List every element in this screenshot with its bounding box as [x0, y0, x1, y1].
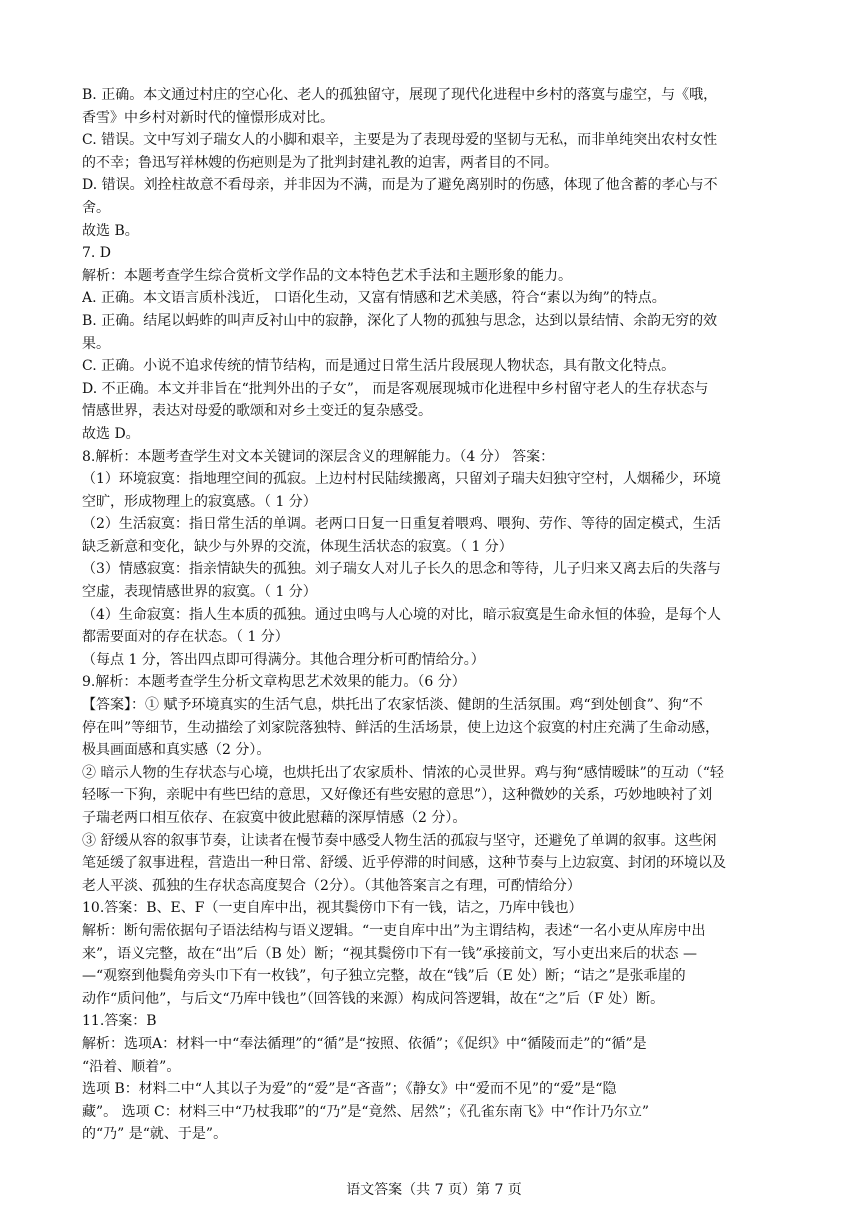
text-line: 空虚，表现情感世界的寂寞。（ 1 分）: [82, 584, 317, 601]
text-line: 情感世界，表达对母爱的歌颂和对乡土变迁的复杂感受。: [82, 403, 432, 420]
text-line: 果。: [82, 335, 110, 352]
page-footer: 语文答案（共 7 页）第 7 页: [346, 1182, 522, 1198]
text-line: B. 正确。结尾以蚂蚱的叫声反衬山中的寂静，深化了人物的孤独与思念，达到以景结情、余韵无穷的效: [82, 312, 718, 329]
answer-text-body: [82, 84, 782, 1146]
text-line: ③ 舒缓从容的叙事节奏，让读者在慢节奏中感受人物生活的孤寂与坚守，还避免了单调的叙事。这些闲: [82, 832, 717, 849]
text-line: 香雪》中乡村对新时代的憧憬形成对比。: [82, 109, 334, 126]
text-line: 故选 B。: [82, 222, 139, 239]
text-line: “沿着、顺着”。: [82, 1058, 181, 1075]
text-line: 轻啄一下狗，亲昵中有些巴结的意思，又好像还有些安慰的意思”），这种微妙的关系，巧妙地映衬了刘: [82, 787, 713, 804]
text-line: 解析：本题考查学生综合赏析文学作品的文本特色艺术手法和主题形象的能力。: [82, 267, 572, 284]
question-9-heading: 9.解析：本题考查学生分析文章构思艺术效果的能力。（6 分）: [82, 674, 466, 691]
text-line: 缺乏新意和变化，缺少与外界的交流，体现生活状态的寂寞。（ 1 分）: [82, 538, 513, 555]
text-line: 笔延缓了叙事进程，营造出一种日常、舒缓、近乎停滞的时间感，这种节奏与上边寂寞、封闭的环境以及: [82, 855, 726, 872]
text-line: （每点 1 分，答出四点即可得满分。其他合理分析可酌情给分。）: [82, 651, 485, 668]
text-line: D. 错误。刘拴柱故意不看母亲，并非因为不满，而是为了避免离别时的伤感，体现了他含蓄的孝心与不: [82, 177, 718, 194]
text-line: D. 不正确。本文并非旨在“批判外出的子女”， 而是客观展现城市化进程中乡村留守老人的生存状态与: [82, 380, 709, 397]
text-line: 的“乃” 是“就、于是”。: [82, 1126, 228, 1143]
text-line: A. 正确。本文语言质朴浅近， 口语化生动，又富有情感和艺术美感，符合“素以为绚”的特点。: [82, 290, 666, 307]
text-line: 的不幸；鲁迅写祥林嫂的伤疤则是为了批判封建礼教的迫害，两者目的不同。: [82, 154, 558, 171]
text-line: 故选 D。: [82, 425, 140, 442]
text-line: 选项 B：材料二中“人其以子为爱”的“爱”是“吝啬”；《静女》中“爱而不见”的“爱”是“隐: [82, 1081, 617, 1098]
text-line: C. 错误。文中写刘子瑞女人的小脚和艰辛，主要是为了表现母爱的坚韧与无私，而非单纯突出农村女性: [82, 132, 718, 149]
text-line: （4）生命寂寞：指人生本质的孤独。通过虫鸣与人心境的对比，暗示寂寞是生命永恒的体验，是每个人: [82, 606, 721, 623]
text-line: B. 正确。本文通过村庄的空心化、老人的孤独留守，展现了现代化进程中乡村的落寞与虚空，与《哦，: [82, 87, 718, 103]
text-line: —“观察到他鬓角旁头巾下有一枚钱”，句子独立完整，故在“钱”后（E 处）断；“诘之”是张乖崖的: [82, 968, 686, 985]
text-line: （3）情感寂寞：指亲情缺失的孤独。刘子瑞女人对儿子长久的思念和等待，儿子归来又离去后的失落与: [82, 561, 721, 578]
text-line: 动作“质问他”，与后文“乃库中钱也”（回答钱的来源）构成问答逻辑，故在“之”后（F 处）断。: [82, 990, 665, 1007]
text-line: 停在叫”等细节，生动描绘了刘家院落独特、鲜活的生活场景，使上边这个寂寞的村庄充满了生命动感，: [82, 719, 720, 736]
text-line: 【答案】：① 赋予环境真实的生活气息，烘托出了农家恬淡、健朗的生活氛围。鸡“到处刨食”、狗“不: [82, 697, 703, 714]
question-11-answer: 11.答案：B: [82, 1013, 157, 1030]
question-8-heading: 8.解析：本题考查学生对文本关键词的深层含义的理解能力。（4 分） 答案：: [82, 448, 555, 465]
text-line: 解析：选项A：材料一中“奉法循理”的“循”是“按照、依循”；《促织》中“循陵而走”的“循”是: [82, 1035, 647, 1052]
text-line: 空旷，形成物理上的寂寞感。（ 1 分）: [82, 493, 317, 510]
text-line: 都需要面对的存在状态。（ 1 分）: [82, 629, 289, 646]
text-line: 老人平淡、孤独的生存状态高度契合（2分）。（其他答案言之有理，可酌情给分）: [82, 877, 581, 894]
text-line: C. 正确。小说不追求传统的情节结构，而是通过日常生活片段展现人物状态，具有散文化特点。: [82, 358, 676, 375]
text-line: 子瑞老两口相互依存、在寂寞中彼此慰藉的深厚情感（2 分）。: [82, 810, 467, 826]
text-line: （1）环境寂寞：指地理空间的孤寂。上边村村民陆续搬离，只留刘子瑞夫妇独守空村，人烟稀少，环境: [82, 471, 721, 488]
text-line: ② 暗示人物的生存状态与心境，也烘托出了农家质朴、情浓的心灵世界。鸡与狗“感情暧昧”的互动（“轻: [82, 764, 724, 781]
text-line: （2）生活寂寞：指日常生活的单调。老两口日复一日重复着喂鸡、喂狗、劳作、等待的固定模式，生活: [82, 516, 721, 533]
question-10-answer: 10.答案：B、E、F（一吏自库中出，视其鬓傍巾下有一钱，诘之，乃库中钱也）: [82, 900, 583, 917]
question-7-answer: 7. D: [82, 245, 112, 262]
text-line: 解析：断句需依据句子语法结构与语义逻辑。“一吏自库中出”为主谓结构，表述“一名小吏从库房中出: [82, 922, 706, 939]
text-line: 来”，语义完整，故在“出”后（B 处）断；“视其鬓傍巾下有一钱”承接前文，写小吏出来后的状态 —: [82, 945, 697, 962]
text-line: 藏”。 选项 C：材料三中“乃杖我耶”的“乃”是“竟然、居然”；《孔雀东南飞》中“作计乃尔立”: [82, 1103, 650, 1120]
text-line: 极具画面感和真实感（2 分）。: [82, 742, 271, 759]
text-line: 舍。: [82, 199, 110, 216]
